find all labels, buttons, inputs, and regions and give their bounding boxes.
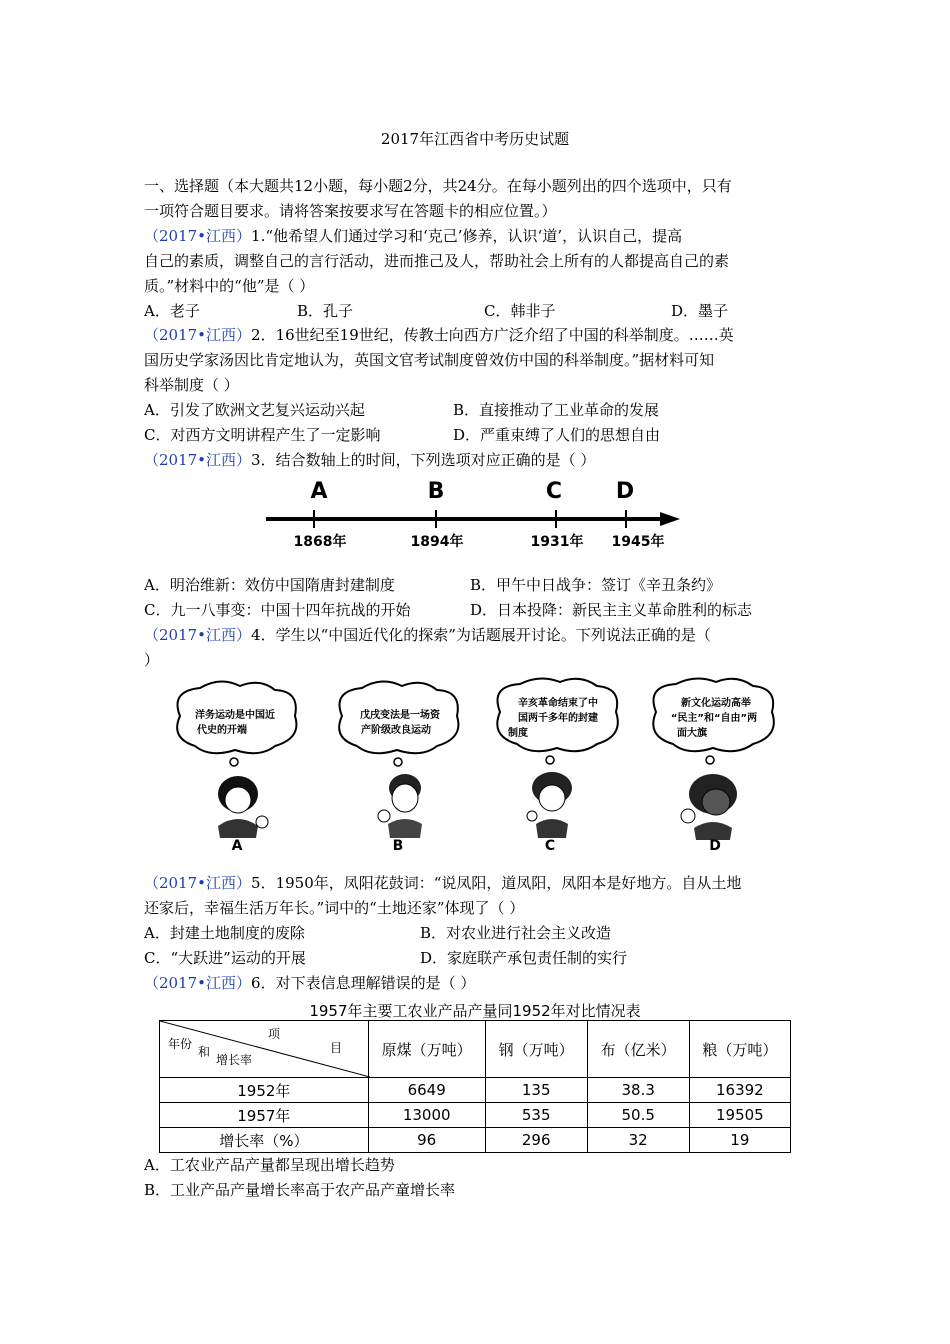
timeline-year-1894: 1894年 (410, 534, 464, 550)
q2-option-d[interactable]: D．严重束缚了人们的思想自由 (453, 426, 661, 444)
bubble-c-text-2: 国两千多年的封建 (518, 713, 598, 724)
q6-data-table (159, 1020, 791, 1153)
q5-source-tag: （2017•江西） (144, 874, 252, 892)
section-heading-line1: 一、选择题（本大题共12小题，每小题2分，共24分。在每小题列出的四个选项中，只有 (144, 177, 732, 195)
table-cell: 135 (485, 1078, 587, 1103)
q5-option-c[interactable]: C．“大跃进”运动的开展 (144, 949, 306, 967)
q3-line1 (144, 450, 814, 470)
q1-line1 (144, 226, 814, 246)
table-cell: 6649 (368, 1078, 485, 1103)
speech-bubble-d (653, 678, 774, 764)
speech-bubble-b (339, 681, 458, 766)
header-steel: 钢（万吨） (485, 1021, 587, 1078)
bubble-d-text-3: 面大旗 (677, 728, 707, 739)
page-title: 2017年江西省中考历史试题 (380, 130, 570, 148)
bubble-b-text-2: 产阶级改良运动 (361, 725, 431, 736)
q1-option-c[interactable]: C．韩非子 (484, 302, 556, 320)
corner-zengzhanglv: 增长率 (216, 1053, 253, 1067)
q6-line1 (144, 973, 814, 993)
q6-option-a[interactable]: A．工农业产品产量都呈现出增长趋势 (144, 1156, 395, 1174)
timeline-letter-b: B (427, 479, 445, 504)
q4-line2: ） (144, 651, 160, 669)
q3-text-1: 3．结合数轴上的时间，下列选项对应正确的是（ ） (251, 451, 596, 469)
bubble-c-text-3: 制度 (508, 728, 528, 739)
bubble-d-text-1: 新文化运动高举 (681, 698, 751, 709)
table-cell: 19505 (689, 1103, 790, 1128)
q2-option-b[interactable]: B．直接推动了工业革命的发展 (453, 401, 660, 419)
timeline-year-1931: 1931年 (530, 534, 584, 550)
section-heading-line2: 一项符合题目要求。请将答案按要求写在答题卡的相应位置。） (144, 202, 557, 220)
student-label-c: C (544, 838, 556, 854)
header-coal: 原煤（万吨） (368, 1021, 485, 1078)
header-cloth: 布（亿米） (587, 1021, 689, 1078)
q2-option-c[interactable]: C．对西方文明讲程产生了一定影响 (144, 426, 381, 444)
student-label-d: D (709, 838, 721, 854)
table-cell: 13000 (368, 1103, 485, 1128)
q1-option-d[interactable]: D．墨子 (671, 302, 729, 320)
q3-option-c[interactable]: C．九一八事变：中国十四年抗战的开始 (144, 601, 411, 619)
bubble-a-text-1: 洋务运动是中国近 (195, 710, 275, 721)
timeline-year-1945: 1945年 (611, 534, 665, 550)
table-cell: 38.3 (587, 1078, 689, 1103)
bubble-c-text-1: 辛亥革命结束了中 (518, 698, 598, 709)
q1-line3: 质。”材料中的“他”是（ ） (144, 277, 315, 295)
table-cell: 19 (689, 1128, 790, 1153)
q2-source-tag: （2017•江西） (144, 326, 252, 344)
q2-line1 (144, 325, 814, 345)
table-corner-cell (160, 1021, 369, 1078)
student-label-b: B (392, 838, 404, 854)
q5-option-d[interactable]: D．家庭联产承包责任制的实行 (420, 949, 628, 967)
q3-option-d[interactable]: D．日本投降：新民主主义革命胜利的标志 (470, 601, 753, 619)
table-cell: 32 (587, 1128, 689, 1153)
timeline-figure (260, 470, 690, 560)
corner-nianfen: 年份 (168, 1037, 193, 1051)
bubble-b-text-1: 戊戌变法是一场资 (360, 710, 440, 721)
q6-text-1: 6．对下表信息理解错误的是（ ） (251, 974, 476, 992)
q5-line2: 还家后，幸福生活万年长。”词中的“土地还家”体现了（ ） (144, 899, 525, 917)
student-d-figure (681, 774, 737, 840)
q1-option-b[interactable]: B．孔子 (297, 302, 354, 320)
table-cell: 296 (485, 1128, 587, 1153)
bubble-a-text-2: 代史的开端 (197, 725, 247, 736)
timeline-letter-d: D (615, 479, 635, 504)
q2-line3: 科举制度（ ） (144, 376, 239, 394)
table-cell: 535 (485, 1103, 587, 1128)
timeline-arrowhead (660, 512, 680, 526)
q6-option-b[interactable]: B．工业产品产量增长率高于农产品产童增长率 (144, 1181, 456, 1199)
student-a-figure (218, 776, 268, 838)
bubble-d-text-2: “民主”和“自由”两 (670, 713, 758, 724)
table-row (160, 1078, 791, 1103)
q2-option-a[interactable]: A．引发了欧洲文艺复兴运动兴起 (144, 401, 365, 419)
q5-option-a[interactable]: A．封建土地制度的废除 (144, 924, 305, 942)
student-b-figure (378, 774, 422, 838)
q1-text-1: 1.“他希望人们通过学习和‘克己’修养，认识‘道’，认识自己，提高 (251, 227, 683, 245)
speech-bubble-a (177, 681, 296, 766)
q3-option-a[interactable]: A．明治维新：效仿中国隋唐封建制度 (144, 576, 395, 594)
q5-text-1: 5．1950年，凤阳花鼓词：“说凤阳，道凤阳，凤阳本是好地方。自从土地 (251, 874, 742, 892)
corner-he: 和 (198, 1045, 211, 1059)
q3-source-tag: （2017•江西） (144, 451, 252, 469)
q1-option-a[interactable]: A．老子 (144, 302, 200, 320)
table-row (160, 1103, 791, 1128)
table-cell: 16392 (689, 1078, 790, 1103)
q4-cartoon-figure (160, 676, 790, 856)
timeline-letter-a: A (310, 479, 328, 504)
table-cell: 50.5 (587, 1103, 689, 1128)
timeline-year-1868: 1868年 (293, 534, 347, 550)
table-row (160, 1128, 791, 1153)
table-header-row (160, 1021, 791, 1078)
q6-table-title: 1957年主要工农业产品产量同1952年对比情况表 (309, 1002, 641, 1020)
row-label: 1952年 (160, 1078, 369, 1103)
q2-line2: 国历史学家汤因比肯定地认为，英国文官考试制度曾效仿中国的科举制度。”据材料可知 (144, 351, 715, 369)
corner-mu: 目 (330, 1041, 343, 1055)
q4-source-tag: （2017•江西） (144, 626, 252, 644)
q4-line1 (144, 625, 814, 645)
q3-option-b[interactable]: B．甲午中日战争：签订《辛丑条约》 (470, 576, 722, 594)
table-cell: 96 (368, 1128, 485, 1153)
speech-bubble-c (497, 678, 618, 764)
student-c-figure (527, 772, 572, 838)
q1-source-tag: （2017•江西） (144, 227, 252, 245)
student-label-a: A (231, 838, 243, 854)
q5-line1 (144, 873, 814, 893)
corner-xiang: 项 (268, 1027, 281, 1041)
q6-source-tag: （2017•江西） (144, 974, 252, 992)
q2-text-1: 2．16世纪至19世纪，传教士向西方广泛介绍了中国的科举制度。……英 (251, 326, 734, 344)
row-label: 1957年 (160, 1103, 369, 1128)
q1-line2: 自己的素质，调整自己的言行活动，进而推己及人，帮助社会上所有的人都提高自己的素 (144, 252, 730, 270)
q4-text-1: 4．学生以“中国近代化的探索”为话题展开讨论。下列说法正确的是（ (251, 626, 711, 644)
q5-option-b[interactable]: B．对农业进行社会主义改造 (420, 924, 612, 942)
timeline-letter-c: C (545, 479, 563, 504)
header-grain: 粮（万吨） (689, 1021, 790, 1078)
row-label: 增长率（%） (160, 1128, 369, 1153)
